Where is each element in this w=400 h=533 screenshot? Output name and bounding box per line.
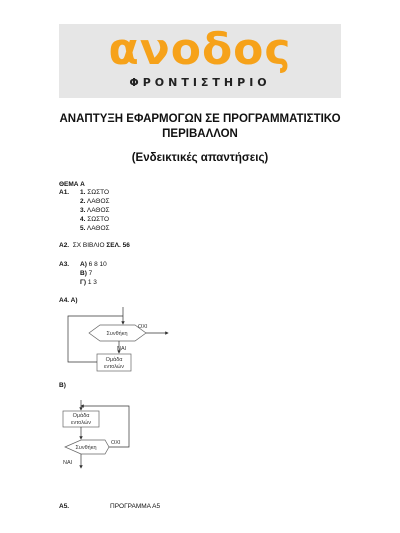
- title-line-2: ΠΕΡΙΒΑΛΛΟΝ: [162, 128, 238, 140]
- item-answer: ΣΩΣΤΟ: [87, 216, 110, 223]
- a2-page: ΣΕΛ. 56: [106, 242, 130, 249]
- item-key: Α): [80, 261, 87, 268]
- a1-label: Α1.: [59, 189, 70, 196]
- flowchart-a: [60, 305, 170, 375]
- a4-b-label: Β): [59, 382, 66, 389]
- a4-label: Α4. Α): [59, 297, 78, 304]
- list-item: [80, 269, 107, 278]
- no-label: ΟΧΙ: [111, 440, 121, 446]
- item-value: 7: [88, 270, 93, 277]
- item-answer: ΣΩΣΤΟ: [87, 189, 110, 196]
- a2-text: ΣΧ ΒΙΒΛΙΟ: [72, 242, 105, 249]
- item-answer: ΛΑΘΟΣ: [86, 198, 110, 205]
- document-title: [40, 112, 360, 142]
- list-item: [80, 197, 110, 206]
- list-item: [80, 215, 110, 224]
- item-value: 6 8 10: [88, 261, 107, 268]
- list-item: [80, 188, 110, 197]
- no-label: ΟΧΙ: [138, 324, 148, 330]
- document-subtitle: (Ενδεικτικές απαντήσεις): [131, 152, 269, 164]
- list-item: [80, 224, 110, 233]
- a5-label: Α5.: [59, 503, 70, 510]
- list-item: [80, 260, 107, 269]
- a3-list: [80, 260, 107, 287]
- theme-heading: ΘΕΜΑ Α: [59, 181, 85, 188]
- item-value: 1 3: [87, 279, 97, 286]
- a2-row: [59, 241, 130, 250]
- item-key: Γ): [80, 279, 87, 286]
- a1-list: [80, 188, 110, 233]
- item-number: 5.: [80, 225, 86, 232]
- block-label-2: εντολών: [104, 364, 124, 370]
- yes-label: ΝΑΙ: [63, 460, 73, 466]
- a3-label: Α3.: [59, 261, 70, 268]
- logo: [59, 24, 341, 98]
- a2-label: Α2.: [59, 242, 70, 249]
- item-key: Β): [80, 270, 87, 277]
- list-item: [80, 206, 110, 215]
- item-answer: ΛΑΘΟΣ: [86, 225, 110, 232]
- list-item: [80, 278, 107, 287]
- logo-word: ανοδος: [108, 24, 292, 75]
- a5-text: ΠΡΟΓΡΑΜΜΑ Α5: [110, 503, 161, 510]
- a5-row: [59, 502, 161, 511]
- block-label-1: Ομάδα: [72, 413, 90, 419]
- item-number: 3.: [80, 207, 86, 214]
- condition-label: Συνθήκη: [106, 331, 128, 337]
- item-number: 2.: [80, 198, 86, 205]
- block-label-1: Ομάδα: [105, 357, 123, 363]
- block-label-2: εντολών: [71, 420, 91, 426]
- flowchart-b: [55, 398, 140, 470]
- title-line-1: ΑΝΑΠΤΥΞΗ ΕΦΑΡΜΟΓΩΝ ΣΕ ΠΡΟΓΡΑΜΜΑΤΙΣΤΙΚΟ: [59, 113, 341, 125]
- item-number: 4.: [80, 216, 86, 223]
- yes-label: ΝΑΙ: [117, 346, 127, 352]
- logo-subtitle: ΦΡΟΝΤΙΣΤΗΡΙΟ: [129, 76, 271, 89]
- item-answer: ΛΑΘΟΣ: [86, 207, 110, 214]
- condition-label: Συνθήκη: [75, 445, 97, 451]
- item-number: 1.: [80, 189, 86, 196]
